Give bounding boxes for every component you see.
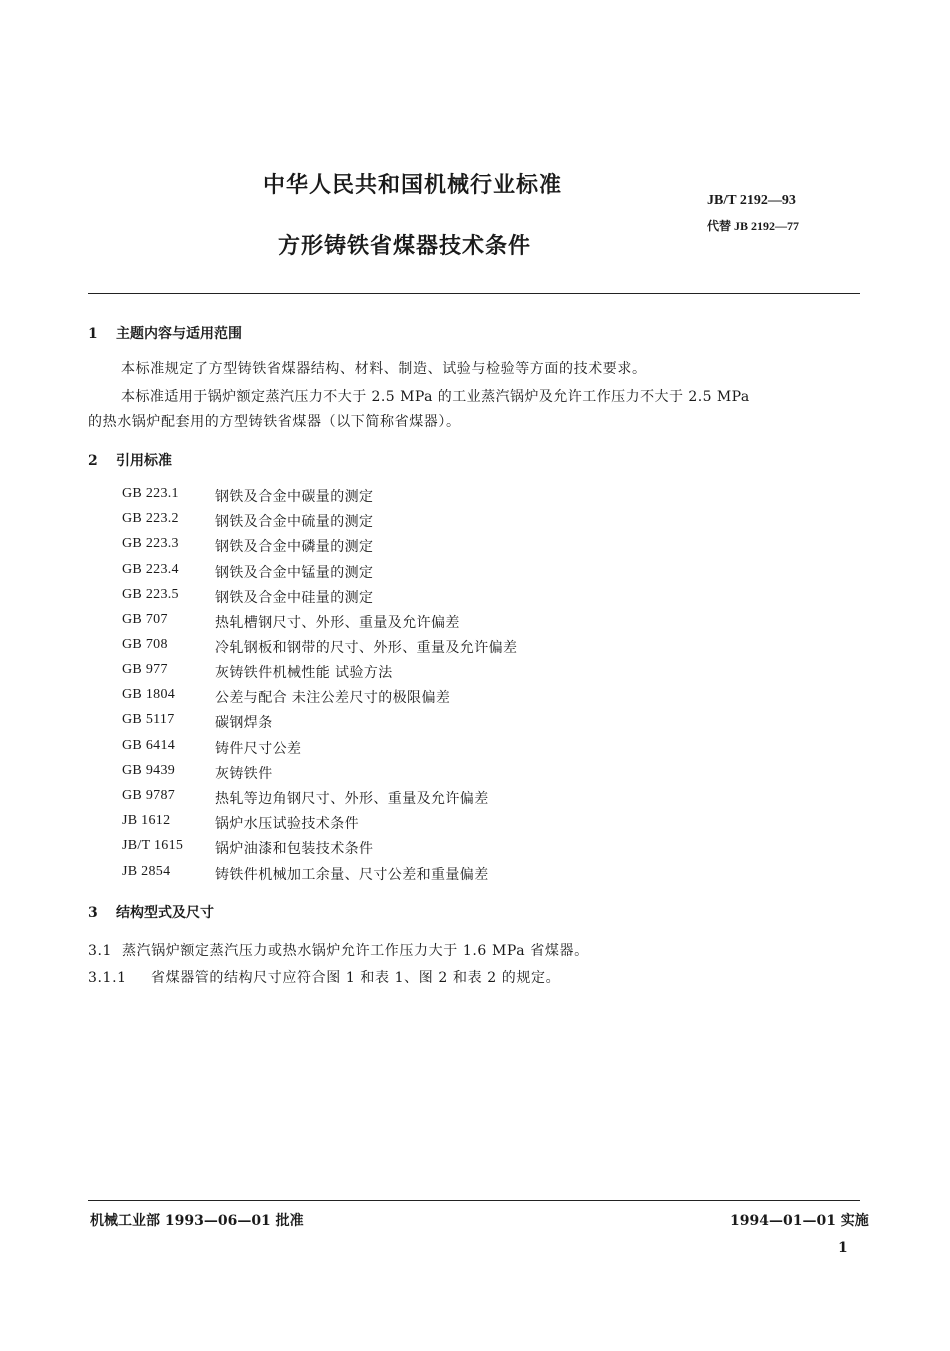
reference-title: 钢铁及合金中碳量的测定: [215, 489, 374, 505]
section-3-heading: [88, 902, 214, 922]
clause-number: 3.1: [88, 943, 113, 959]
clause-3-1: [88, 940, 589, 960]
clause-text: 蒸汽锅炉额定蒸汽压力或热水锅炉允许工作压力大于 1.6 MPa 省煤器。: [122, 943, 589, 959]
clause-number: 3.1.1: [88, 970, 127, 986]
reference-title: 灰铸铁件机械性能 试验方法: [215, 665, 393, 681]
section-1-heading: [88, 323, 242, 343]
clause-3-1-1: [88, 967, 560, 987]
reference-title: 冷轧钢板和钢带的尺寸、外形、重量及允许偏差: [215, 640, 518, 656]
reference-code: GB 223.2: [122, 511, 179, 526]
reference-title: 钢铁及合金中磷量的测定: [215, 539, 374, 555]
reference-title: 钢铁及合金中硅量的测定: [215, 590, 374, 606]
reference-code: JB 1612: [122, 813, 171, 828]
reference-code: GB 977: [122, 662, 168, 677]
reference-code: GB 708: [122, 637, 168, 652]
standard-number: JB/T 2192—93: [707, 193, 796, 208]
reference-title: 碳钢焊条: [215, 715, 273, 731]
reference-title: 铸件尺寸公差: [215, 741, 302, 757]
reference-title: 钢铁及合金中硫量的测定: [215, 514, 374, 530]
section-number: 2: [88, 453, 98, 469]
header-divider: [88, 293, 860, 294]
document-title: 方形铸铁省煤器技术条件: [278, 233, 532, 259]
reference-title: 公差与配合 未注公差尺寸的极限偏差: [215, 690, 451, 706]
section-number: 1: [88, 326, 98, 342]
reference-code: GB 1804: [122, 687, 176, 702]
approval-date: 机械工业部 1993—06—01 批准: [90, 1213, 304, 1229]
reference-title: 锅炉油漆和包装技术条件: [215, 841, 374, 857]
replaces-standard: 代替 JB 2192—77: [707, 219, 800, 233]
reference-code: GB 223.1: [122, 486, 179, 501]
section-1-paragraph-1: 本标准规定了方型铸铁省煤器结构、材料、制造、试验与检验等方面的技术要求。: [121, 361, 647, 377]
reference-code: GB 223.3: [122, 536, 179, 551]
reference-code: GB 223.5: [122, 587, 179, 602]
reference-code: GB 9439: [122, 763, 176, 778]
reference-code: GB 9787: [122, 788, 176, 803]
section-1-paragraph-2-line-1: 本标准适用于锅炉额定蒸汽压力不大于 2.5 MPa 的工业蒸汽锅炉及允许工作压力不大于 2.5 MPa: [121, 389, 750, 405]
section-number: 3: [88, 905, 98, 921]
reference-title: 热轧槽钢尺寸、外形、重量及允许偏差: [215, 615, 460, 631]
reference-title: 锅炉水压试验技术条件: [215, 816, 359, 832]
section-1-paragraph-2-line-2: 的热水锅炉配套用的方型铸铁省煤器（以下简称省煤器）。: [88, 414, 461, 430]
clause-text: 省煤器管的结构尺寸应符合图 1 和表 1、图 2 和表 2 的规定。: [151, 970, 561, 986]
reference-code: GB 6414: [122, 738, 176, 753]
reference-code: JB/T 1615: [122, 838, 184, 853]
reference-title: 铸铁件机械加工余量、尺寸公差和重量偏差: [215, 867, 489, 883]
page-number: 1: [838, 1240, 848, 1256]
reference-title: 钢铁及合金中锰量的测定: [215, 565, 374, 581]
section-title: 引用标准: [116, 453, 172, 469]
reference-code: GB 5117: [122, 712, 175, 727]
reference-code: JB 2854: [122, 864, 171, 879]
section-title: 结构型式及尺寸: [116, 905, 214, 921]
reference-code: GB 707: [122, 612, 168, 627]
effective-date: 1994—01—01 实施: [730, 1213, 869, 1229]
reference-code: GB 223.4: [122, 562, 179, 577]
reference-title: 热轧等边角钢尺寸、外形、重量及允许偏差: [215, 791, 489, 807]
section-title: 主题内容与适用范围: [116, 326, 242, 342]
footer-divider: [88, 1200, 860, 1201]
reference-title: 灰铸铁件: [215, 766, 273, 782]
section-2-heading: [88, 450, 172, 470]
issuing-body-title: 中华人民共和国机械行业标准: [263, 172, 563, 198]
